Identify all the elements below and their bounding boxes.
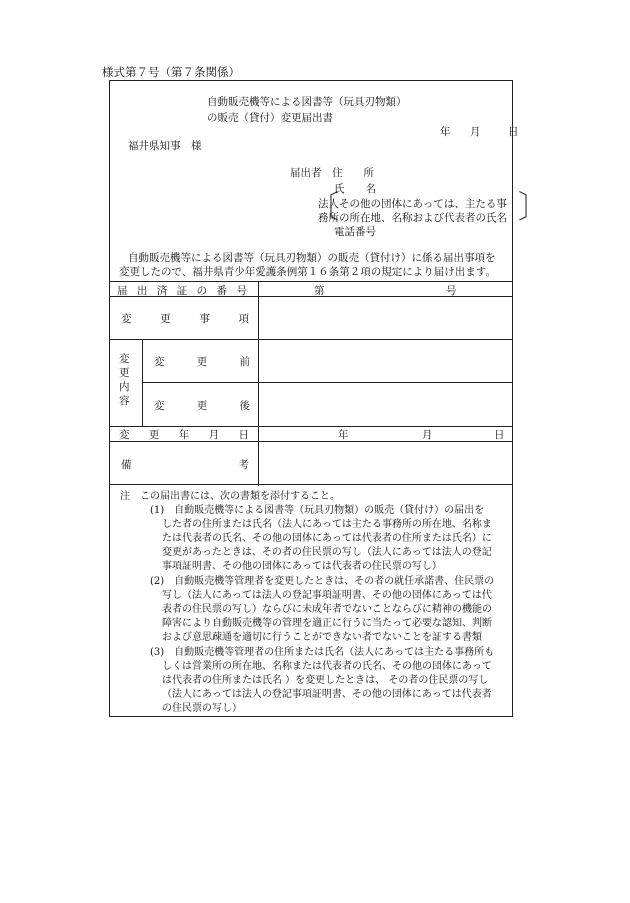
details-table <box>109 281 513 485</box>
note-1-line4: 変更があったときは、その者の住民票の写し（法人にあっては法人の登記 <box>162 547 492 558</box>
bracket-left: 〔 <box>309 189 339 226</box>
applicant-address-label: 届出者 住 所 <box>290 167 374 179</box>
before-field[interactable] <box>261 342 509 380</box>
cert-number-go: 号 <box>446 285 457 297</box>
remarks-label: 備 考 <box>121 459 249 471</box>
cert-number-label: 届 出 済 証 の 番 号 <box>117 285 247 297</box>
after-field[interactable] <box>261 385 509 423</box>
note-1-line5: 事項証明書、その他の団体にあっては代表者の住民票の写し） <box>162 561 442 572</box>
change-date-label: 変 更 年 月 日 <box>119 429 249 441</box>
remarks-field[interactable] <box>261 444 509 483</box>
note-1-line1: (1) 自動販売機等による図書等（玩具刃物類）の販売（貸付け）の届出を <box>150 505 485 516</box>
note-2-line3: 表者の住民票の写し）ならびに未成年者でないことならびに精神の機能の <box>162 604 492 615</box>
change-date-month: 月 <box>422 429 433 441</box>
change-date-year: 年 <box>338 429 349 441</box>
form-title-line1: 自動販売機等による図書等（玩具刃物類） <box>207 96 407 108</box>
body-text-line1: 自動販売機等による図書等（玩具刃物類）の販売（貸付け）に係る届出事項を <box>128 252 496 264</box>
corp-note-line1: 法人その他の団体にあっては、主たる事 <box>318 198 507 210</box>
note-3-line2: しくは営業所の所在地、名称または代表者の氏名、その他の団体にあって <box>162 661 492 672</box>
form-title-line2: の販売（貸付）変更届出書 <box>207 112 333 124</box>
notes-head: 注 この届出書には、次の書類を添付すること。 <box>120 491 340 502</box>
date-day: 日 <box>508 126 519 138</box>
date-line <box>440 124 520 138</box>
form-number: 様式第７号（第７条関係） <box>102 65 240 79</box>
date-month: 月 <box>470 126 481 138</box>
body-text-line2: 変更したので、福井県青少年愛護条例第１６条第２項の規定により届け出ます。 <box>119 266 496 278</box>
after-label: 変 更 後 <box>154 400 250 412</box>
note-2-line2: 写し（法人にあっては法人の登記事項証明書、その他の団体にあっては代 <box>162 590 492 601</box>
bracket-right: 〕 <box>518 189 548 226</box>
addressee: 福井県知事 様 <box>128 140 202 152</box>
note-2-line1: (2) 自動販売機等管理者を変更したときは、その者の就任承諾書、住民票の <box>150 576 495 587</box>
applicant-name-label: 氏 名 <box>334 183 376 195</box>
before-label: 変 更 前 <box>154 356 250 368</box>
note-1-line2: した者の住所または氏名（法人にあっては主たる事務所の所在地、名称ま <box>162 519 492 530</box>
change-item-label: 変 更 事 項 <box>121 313 249 325</box>
cert-number-dai: 第 <box>314 285 325 297</box>
note-1-line3: たは代表者の氏名、その他の団体にあっては代表者の住所または氏名）に <box>162 533 492 544</box>
note-2-line4: 障害により自動販売機等の管理を適正に行うに当たって必要な認知、判断 <box>162 618 492 629</box>
note-3-line3: は代表者の住所または氏名 ）を変更したときは、 その者の住民票の写し <box>162 675 489 686</box>
applicant-phone-label: 電話番号 <box>334 226 376 238</box>
note-3-line5: の住民票の写し） <box>162 703 242 714</box>
corp-note-line2: 務所の所在地、名称および代表者の氏名 <box>318 212 507 224</box>
change-content-label: 変 更 内 容 <box>119 353 130 407</box>
note-2-line5: および意思疎通を適切に行うことができない者でないことを証する書類 <box>162 632 482 643</box>
note-3-line4: （法人にあっては法人の登記事項証明書、その他の団体にあっては代表者 <box>162 689 492 700</box>
change-item-field[interactable] <box>261 298 509 337</box>
note-3-line1: (3) 自動販売機等管理者の住所または氏名（法人にあっては主たる事務所も <box>150 647 495 658</box>
date-year: 年 <box>440 126 451 138</box>
change-date-day: 日 <box>494 429 505 441</box>
